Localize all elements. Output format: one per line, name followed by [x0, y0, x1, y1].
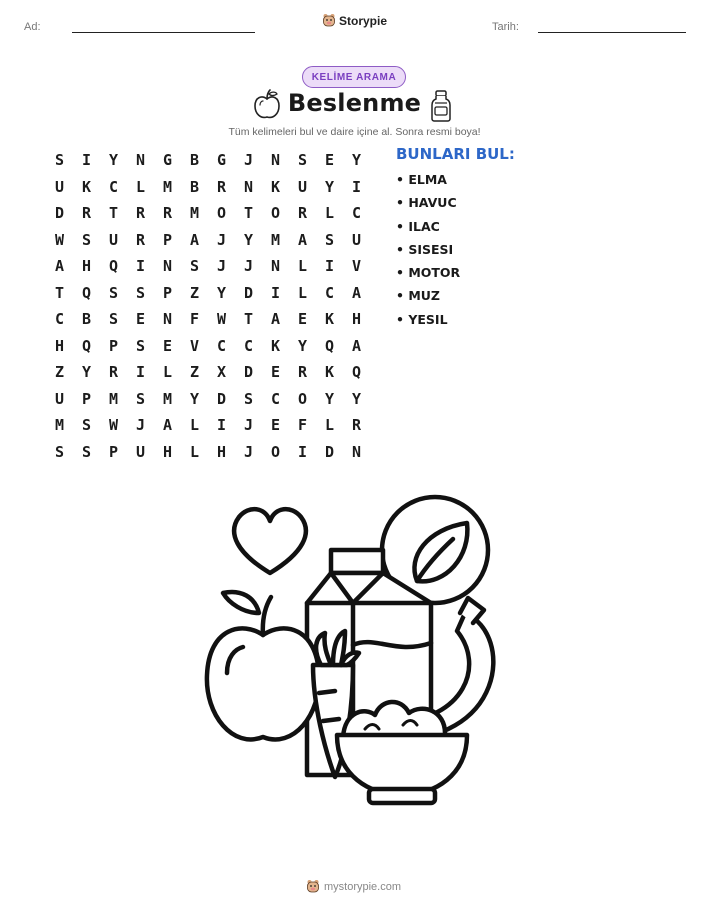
grid-cell[interactable]: K [270, 336, 281, 355]
grid-cell[interactable]: E [270, 416, 281, 435]
grid-cell[interactable]: Z [189, 283, 200, 302]
grid-cell[interactable]: E [324, 151, 335, 170]
grid-cell[interactable]: C [351, 204, 362, 223]
bottle-icon [430, 90, 452, 122]
grid-cell[interactable]: S [81, 442, 92, 461]
word-search-badge: KELİME ARAMA [302, 66, 406, 88]
grid-cell[interactable]: H [81, 257, 92, 276]
word-search-grid[interactable] [46, 147, 370, 465]
grid-cell[interactable]: L [189, 442, 200, 461]
grid-cell[interactable]: S [81, 230, 92, 249]
grid-cell[interactable]: Q [81, 283, 92, 302]
grid-cell[interactable]: V [189, 336, 200, 355]
grid-cell[interactable]: I [216, 416, 227, 435]
grid-cell[interactable]: M [189, 204, 200, 223]
grid-cell[interactable]: I [351, 177, 362, 196]
word-item: • SISESI [396, 241, 454, 257]
grid-cell[interactable]: Y [81, 363, 92, 382]
grid-cell[interactable]: B [81, 310, 92, 329]
grid-cell[interactable]: L [324, 416, 335, 435]
grid-cell[interactable]: U [135, 442, 146, 461]
grid-cell[interactable]: Z [54, 363, 65, 382]
grid-cell[interactable]: L [189, 416, 200, 435]
grid-cell[interactable]: S [135, 389, 146, 408]
word-item: • ELMA [396, 172, 447, 187]
grid-cell[interactable]: R [216, 177, 227, 196]
word-item: • HAVUC [396, 195, 457, 211]
apple[interactable] [207, 628, 319, 739]
grid-cell[interactable]: S [189, 257, 200, 276]
grid-cell[interactable]: H [54, 336, 65, 355]
grid-cell[interactable]: U [54, 389, 65, 408]
grid-cell[interactable]: P [162, 230, 173, 249]
grid-cell[interactable]: J [243, 151, 254, 170]
grid-cell[interactable]: H [162, 442, 173, 461]
grid-cell[interactable]: U [297, 177, 308, 196]
grid-cell[interactable]: D [243, 363, 254, 382]
heart-shape[interactable] [234, 509, 306, 573]
instructions: Tüm kelimeleri bul ve daire içine al. Sonra resmi boya! [228, 126, 481, 138]
bowl[interactable] [337, 735, 467, 795]
grid-cell[interactable]: M [270, 230, 281, 249]
grid-cell[interactable]: L [297, 257, 308, 276]
grid-cell[interactable]: S [297, 151, 308, 170]
grid-cell[interactable]: O [270, 204, 281, 223]
grid-cell[interactable]: J [243, 257, 254, 276]
grid-cell[interactable]: P [108, 442, 119, 461]
grid-cell[interactable]: Y [243, 230, 254, 249]
grid-cell[interactable]: A [54, 257, 65, 276]
grid-cell[interactable]: I [135, 257, 146, 276]
grid-cell[interactable]: C [270, 389, 281, 408]
grid-cell[interactable]: S [324, 230, 335, 249]
grid-cell[interactable]: Y [108, 151, 119, 170]
grid-cell[interactable]: T [243, 310, 254, 329]
grid-cell[interactable]: N [270, 151, 281, 170]
word-item: • MOTOR [396, 265, 461, 281]
footer-url[interactable]: mystorypie.com [324, 880, 402, 893]
grid-cell[interactable]: J [135, 416, 146, 435]
grid-cell[interactable]: Y [351, 389, 362, 408]
grid-cell[interactable]: I [324, 257, 335, 276]
grid-cell[interactable]: A [351, 336, 362, 355]
word-list [396, 172, 460, 335]
storypie-logo-icon [306, 879, 320, 894]
grid-cell[interactable]: A [162, 416, 173, 435]
grid-cell[interactable]: S [135, 283, 146, 302]
grid-cell[interactable]: S [54, 442, 65, 461]
grid-cell[interactable]: T [243, 204, 254, 223]
grid-cell[interactable]: C [54, 310, 65, 329]
date-line[interactable] [538, 32, 686, 33]
grid-cell[interactable]: P [162, 283, 173, 302]
grid-cell[interactable]: E [297, 310, 308, 329]
grid-cell[interactable]: C [324, 283, 335, 302]
grid-cell[interactable]: N [243, 177, 254, 196]
grid-cell[interactable]: R [162, 204, 173, 223]
grid-cell[interactable]: C [243, 336, 254, 355]
grid-cell[interactable]: D [324, 442, 335, 461]
grid-cell[interactable]: D [243, 283, 254, 302]
grid-cell[interactable]: C [216, 336, 227, 355]
grid-cell[interactable]: R [297, 363, 308, 382]
word-list-title: BUNLARI BUL: [396, 145, 515, 163]
grid-cell[interactable]: U [351, 230, 362, 249]
grid-cell[interactable]: Y [297, 336, 308, 355]
grid-cell[interactable]: Y [351, 151, 362, 170]
grid-cell[interactable]: N [351, 442, 362, 461]
grid-cell[interactable]: E [162, 336, 173, 355]
grid-cell[interactable]: K [270, 177, 281, 196]
grid-cell[interactable]: K [324, 363, 335, 382]
grid-cell[interactable]: S [54, 151, 65, 170]
grid-cell[interactable]: R [135, 204, 146, 223]
grid-cell[interactable]: U [108, 230, 119, 249]
grid-cell[interactable]: R [135, 230, 146, 249]
grid-cell[interactable]: S [108, 310, 119, 329]
grid-cell[interactable]: W [54, 230, 65, 249]
grid-cell[interactable]: G [162, 151, 173, 170]
grid-cell[interactable]: J [243, 416, 254, 435]
grid-cell[interactable]: H [216, 442, 227, 461]
word-item: • YESIL [396, 311, 448, 327]
grid-cell[interactable]: K [324, 310, 335, 329]
grid-cell[interactable]: R [108, 363, 119, 382]
grid-cell[interactable]: O [216, 204, 227, 223]
grid-cell[interactable]: R [297, 204, 308, 223]
grid-cell[interactable]: I [297, 442, 308, 461]
grid-cell[interactable]: P [108, 336, 119, 355]
grid-cell[interactable]: F [297, 416, 308, 435]
grid-cell[interactable]: Q [108, 257, 119, 276]
grid-cell[interactable]: E [135, 310, 146, 329]
grid-cell[interactable]: J [243, 442, 254, 461]
grid-cell[interactable]: S [108, 283, 119, 302]
grid-cell[interactable]: A [351, 283, 362, 302]
grid-cell[interactable]: L [135, 177, 146, 196]
grid-cell[interactable]: R [351, 416, 362, 435]
footer[interactable] [306, 879, 401, 894]
grid-cell[interactable]: K [81, 177, 92, 196]
grid-cell[interactable]: A [297, 230, 308, 249]
grid-cell[interactable]: N [270, 257, 281, 276]
grid-cell[interactable]: W [216, 310, 227, 329]
grid-cell[interactable]: S [81, 416, 92, 435]
grid-cell[interactable]: O [297, 389, 308, 408]
grid-cell[interactable]: J [216, 257, 227, 276]
grid-cell[interactable]: T [54, 283, 65, 302]
grid-cell[interactable]: A [270, 310, 281, 329]
grid-cell[interactable]: Q [324, 336, 335, 355]
grid-cell[interactable]: B [189, 177, 200, 196]
grid-cell[interactable]: L [324, 204, 335, 223]
grid-cell[interactable]: Y [189, 389, 200, 408]
grid-cell[interactable]: Z [189, 363, 200, 382]
grid-cell[interactable]: I [135, 363, 146, 382]
grid-cell[interactable]: M [162, 177, 173, 196]
grid-cell[interactable]: G [216, 151, 227, 170]
grid-cell[interactable]: W [108, 416, 119, 435]
milk-carton[interactable] [331, 550, 383, 573]
grid-cell[interactable]: H [351, 310, 362, 329]
grid-cell[interactable]: Q [351, 363, 362, 382]
word-item: • MUZ [396, 288, 440, 304]
grid-cell[interactable]: U [54, 177, 65, 196]
grid-cell[interactable]: N [162, 310, 173, 329]
grid-cell[interactable]: Y [216, 283, 227, 302]
brand-logo [322, 13, 387, 28]
grid-cell[interactable]: L [162, 363, 173, 382]
grid-cell[interactable]: A [189, 230, 200, 249]
grid-cell[interactable]: I [81, 151, 92, 170]
name-label: Ad: [24, 21, 41, 33]
page-title: Beslenme [287, 89, 422, 117]
grid-cell[interactable]: N [162, 257, 173, 276]
grid-cell[interactable]: X [216, 363, 227, 382]
name-line[interactable] [72, 32, 255, 33]
grid-cell[interactable]: T [108, 204, 119, 223]
grid-cell[interactable]: C [108, 177, 119, 196]
grid-cell[interactable]: D [54, 204, 65, 223]
grid-cell[interactable]: L [297, 283, 308, 302]
grid-cell[interactable]: Q [81, 336, 92, 355]
grid-cell[interactable]: I [270, 283, 281, 302]
grid-cell[interactable]: J [216, 230, 227, 249]
grid-cell[interactable]: M [108, 389, 119, 408]
grid-cell[interactable]: O [270, 442, 281, 461]
grid-cell[interactable]: R [81, 204, 92, 223]
grid-cell[interactable]: V [351, 257, 362, 276]
grid-cell[interactable]: N [135, 151, 146, 170]
grid-cell[interactable]: E [270, 363, 281, 382]
grid-cell[interactable]: M [54, 416, 65, 435]
grid-cell[interactable]: Y [324, 177, 335, 196]
brand-name: Storypie [339, 13, 388, 28]
grid-cell[interactable]: D [216, 389, 227, 408]
grid-cell[interactable]: F [189, 310, 200, 329]
storypie-logo-icon [322, 13, 336, 28]
grid-cell[interactable]: S [243, 389, 254, 408]
nutrition-illustration[interactable] [195, 485, 515, 815]
word-item: • ILAC [396, 218, 440, 234]
grid-cell[interactable]: B [189, 151, 200, 170]
grid-cell[interactable]: S [135, 336, 146, 355]
grid-cell[interactable]: P [81, 389, 92, 408]
grid-cell[interactable]: M [162, 389, 173, 408]
date-label: Tarih: [492, 21, 519, 33]
grid-cell[interactable]: Y [324, 389, 335, 408]
